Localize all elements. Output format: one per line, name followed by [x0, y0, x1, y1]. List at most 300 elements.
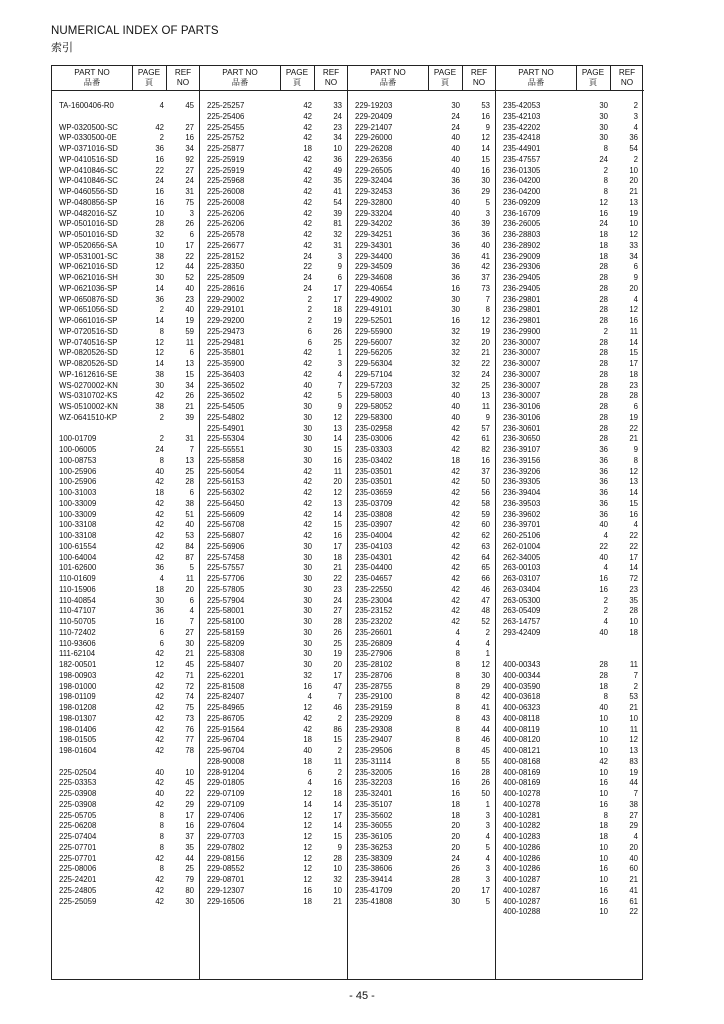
page-ref: 42: [451, 606, 460, 616]
index-row: [348, 284, 496, 295]
index-row: [348, 789, 496, 800]
ref-number: 27: [185, 122, 194, 132]
part-number: 225-35900: [207, 359, 245, 368]
page-ref: 8: [159, 842, 164, 852]
page-ref: 30: [599, 111, 608, 121]
ref-number: 57: [481, 423, 490, 433]
page-ref: 36: [451, 273, 460, 282]
index-row: [52, 262, 200, 273]
part-number: 235-03402: [355, 455, 393, 465]
ref-number: 45: [481, 746, 490, 755]
index-row: [200, 864, 348, 875]
header-divider: [280, 66, 281, 90]
ref-number: 60: [629, 864, 638, 874]
part-number: 400-06323: [503, 703, 541, 712]
part-number: 236-39305: [503, 477, 541, 487]
ref-number: 21: [629, 434, 638, 444]
index-row: [200, 671, 348, 682]
index-row: [52, 176, 200, 187]
page-ref: 12: [155, 660, 164, 669]
page-ref: 18: [303, 144, 312, 153]
ref-number: 18: [333, 552, 342, 562]
part-number: 235-44901: [503, 144, 541, 153]
ref-number: 17: [333, 294, 342, 304]
index-row: [200, 101, 348, 112]
page-ref: 32: [155, 230, 164, 239]
part-number: WP-0320500-SC: [59, 122, 118, 132]
index-row: [200, 649, 348, 660]
part-number: 235-41709: [355, 885, 393, 895]
ref-number: 28: [629, 391, 638, 401]
page-ref: 36: [599, 445, 608, 454]
page-ref: 30: [303, 627, 312, 637]
part-number: 225-36502: [207, 380, 245, 390]
ref-number: 42: [481, 692, 490, 702]
page-ref: 42: [155, 875, 164, 884]
index-row: [52, 671, 200, 682]
header-ref-jp: NO: [472, 78, 486, 87]
ref-number: 13: [629, 477, 638, 487]
index-row: [200, 262, 348, 273]
ref-number: 22: [185, 251, 194, 261]
page-ref: 40: [303, 380, 312, 390]
page-ref: 42: [451, 488, 460, 497]
index-row: [52, 284, 200, 295]
ref-number: 23: [333, 584, 342, 594]
header-part-no-jp: 品番: [231, 78, 249, 87]
part-number: 225-26677: [207, 240, 245, 250]
ref-number: 42: [481, 262, 490, 272]
index-row: [496, 725, 644, 736]
ref-number: 4: [485, 638, 490, 648]
index-row: [52, 692, 200, 703]
ref-number: 10: [629, 617, 638, 626]
page-ref: 40: [155, 466, 164, 476]
index-row: [52, 348, 200, 359]
part-number: 225-56609: [207, 509, 245, 519]
page-ref: 30: [303, 412, 312, 422]
ref-number: 12: [333, 488, 342, 497]
part-number: 229-29200: [207, 316, 245, 325]
page-ref: 40: [451, 412, 460, 422]
index-row: [52, 585, 200, 596]
ref-number: 3: [485, 810, 490, 820]
ref-number: 54: [333, 197, 342, 207]
page-ref: 8: [455, 724, 460, 734]
index-row: [200, 230, 348, 241]
index-row: [496, 209, 644, 220]
column-divider: [347, 66, 348, 979]
page-ref: 14: [303, 799, 312, 809]
part-number: 235-32005: [355, 767, 393, 777]
page-ref: 30: [303, 434, 312, 444]
ref-number: 33: [333, 101, 342, 110]
index-row: [348, 176, 496, 187]
index-row: [348, 305, 496, 316]
ref-number: 45: [185, 660, 194, 669]
ref-number: 21: [629, 187, 638, 196]
page-ref: 6: [159, 638, 164, 648]
index-row: [200, 499, 348, 510]
header-divider: [610, 66, 611, 90]
index-row: [496, 886, 644, 897]
ref-number: 6: [337, 273, 342, 282]
page-ref: 4: [603, 617, 608, 626]
ref-number: 28: [629, 606, 638, 616]
index-row: [348, 316, 496, 327]
ref-number: 19: [629, 208, 638, 218]
page-ref: 42: [451, 445, 460, 454]
page-ref: 18: [599, 240, 608, 250]
ref-number: 26: [333, 326, 342, 336]
ref-number: 35: [629, 595, 638, 605]
page-ref: 42: [303, 197, 312, 207]
part-number: 229-32404: [355, 176, 393, 186]
ref-number: 51: [185, 509, 194, 519]
part-number: 100-01709: [59, 434, 97, 444]
header-divider: [132, 66, 133, 90]
page-ref: 16: [303, 681, 312, 691]
page-ref: 42: [303, 391, 312, 401]
part-number: 225-81508: [207, 681, 245, 691]
index-row: [496, 166, 644, 177]
part-number: 225-56302: [207, 488, 245, 497]
part-number: 225-24201: [59, 875, 97, 884]
page-subtitle: 索引: [51, 42, 73, 54]
index-row: [200, 402, 348, 413]
index-row: [52, 897, 200, 908]
index-row: [496, 671, 644, 682]
index-row: [348, 413, 496, 424]
index-row: [52, 574, 200, 585]
page-ref: 10: [599, 789, 608, 798]
part-number: 235-03303: [355, 445, 393, 454]
page-ref: 42: [303, 369, 312, 379]
index-row: [348, 155, 496, 166]
page-ref: 16: [599, 885, 608, 895]
index-row: [348, 187, 496, 198]
ref-number: 11: [185, 337, 194, 347]
index-row: [200, 520, 348, 531]
page-ref: 32: [451, 369, 460, 379]
ref-number: 1: [337, 348, 342, 358]
index-row: [200, 606, 348, 617]
ref-number: 21: [333, 563, 342, 573]
index-row: [200, 144, 348, 155]
page-ref: 38: [155, 369, 164, 379]
ref-number: 39: [481, 219, 490, 229]
page-ref: 10: [599, 724, 608, 734]
index-row: [200, 241, 348, 252]
header-page: PAGE: [285, 68, 309, 77]
part-number: 236-09209: [503, 197, 541, 207]
ref-number: 9: [633, 445, 638, 454]
index-row: [348, 456, 496, 467]
part-number: 236-29801: [503, 294, 541, 304]
part-number: 229-29002: [207, 294, 245, 304]
page-ref: 32: [451, 326, 460, 336]
part-number: 225-58308: [207, 649, 245, 659]
part-number: 225-28616: [207, 283, 245, 293]
ref-number: 21: [185, 649, 194, 659]
part-number: 235-36253: [355, 842, 393, 852]
index-row: [200, 800, 348, 811]
index-row: [348, 445, 496, 456]
index-row: [52, 800, 200, 811]
ref-number: 15: [333, 520, 342, 530]
page-ref: 42: [451, 563, 460, 573]
page-ref: 36: [155, 563, 164, 573]
part-number: 235-36105: [355, 832, 393, 841]
part-number: 225-84965: [207, 703, 245, 712]
index-row: [52, 381, 200, 392]
index-row: [200, 639, 348, 650]
part-number: 110-50705: [59, 617, 96, 626]
part-number: 400-08120: [503, 735, 541, 745]
ref-number: 50: [481, 789, 490, 798]
ref-number: 38: [629, 799, 638, 809]
index-row: [52, 563, 200, 574]
page-ref: 32: [451, 380, 460, 390]
part-number: 236-29405: [503, 283, 541, 293]
part-number: 229-07703: [207, 832, 245, 841]
index-row: [200, 617, 348, 628]
ref-number: 75: [185, 703, 194, 712]
ref-number: 2: [337, 746, 342, 755]
page-ref: 18: [599, 681, 608, 691]
ref-number: 23: [629, 380, 638, 390]
part-number: WP-0501016-SD: [59, 219, 118, 229]
ref-number: 16: [185, 133, 194, 143]
part-number: 400-10287: [503, 896, 541, 906]
index-row: [52, 144, 200, 155]
page-ref: 42: [303, 466, 312, 476]
ref-number: 4: [633, 294, 638, 304]
ref-number: 4: [633, 122, 638, 132]
ref-number: 18: [333, 305, 342, 315]
ref-number: 19: [481, 326, 490, 336]
ref-number: 39: [185, 412, 194, 422]
ref-number: 7: [189, 617, 194, 626]
page-ref: 4: [603, 531, 608, 540]
header-ref: REF: [174, 68, 192, 77]
ref-number: 27: [185, 627, 194, 637]
index-row: [496, 735, 644, 746]
ref-number: 54: [629, 144, 638, 153]
page-ref: 12: [155, 262, 164, 272]
index-row: [200, 778, 348, 789]
index-row: [348, 434, 496, 445]
ref-number: 22: [481, 359, 490, 368]
page-ref: 6: [307, 326, 312, 336]
ref-number: 9: [337, 842, 342, 852]
page-ref: 42: [155, 735, 164, 745]
page-ref: 4: [307, 692, 312, 702]
page-ref: 10: [599, 746, 608, 755]
part-number: 225-55858: [207, 455, 245, 465]
part-number: 229-55900: [355, 326, 393, 336]
index-row: [496, 402, 644, 413]
part-number: 225-28152: [207, 251, 245, 261]
ref-number: 17: [333, 670, 342, 680]
index-row: [496, 370, 644, 381]
index-row: [496, 639, 644, 650]
ref-number: 40: [629, 853, 638, 863]
index-row: [52, 187, 200, 198]
page-ref: 8: [455, 692, 460, 702]
column-header: [200, 66, 348, 91]
index-row: [496, 875, 644, 886]
ref-number: 11: [333, 466, 342, 476]
part-number: 229-34608: [355, 273, 393, 282]
index-row: [496, 897, 644, 908]
ref-number: 44: [629, 778, 638, 788]
part-number: 225-55304: [207, 434, 245, 444]
index-row: [496, 811, 644, 822]
index-row: [348, 391, 496, 402]
part-number: 225-25752: [207, 133, 245, 143]
ref-number: 64: [481, 552, 490, 562]
ref-number: 7: [337, 380, 342, 390]
page-ref: 28: [599, 402, 608, 411]
page-ref: 32: [451, 359, 460, 368]
part-number: 225-06208: [59, 821, 97, 831]
index-row: [200, 359, 348, 370]
part-number: 110-72402: [59, 627, 96, 637]
header-page: PAGE: [433, 68, 457, 77]
part-number: 225-56906: [207, 541, 245, 551]
part-number: 225-25455: [207, 122, 245, 132]
page-ref: 42: [451, 477, 460, 487]
part-number: 400-08119: [503, 724, 540, 734]
index-row: [200, 445, 348, 456]
ref-number: 48: [481, 606, 490, 616]
ref-number: 77: [185, 735, 194, 745]
part-number: 236-28803: [503, 230, 541, 239]
ref-number: 27: [185, 165, 194, 175]
ref-number: 47: [333, 681, 342, 691]
page-ref: 12: [303, 789, 312, 798]
part-number: 235-36055: [355, 821, 393, 831]
part-number: 235-29407: [355, 735, 393, 745]
part-number: 225-02504: [59, 767, 97, 777]
page-ref: 10: [599, 767, 608, 777]
index-row: [348, 585, 496, 596]
index-row: [52, 402, 200, 413]
part-number: 229-08156: [207, 853, 245, 863]
page-ref: 24: [303, 283, 312, 293]
index-row: [496, 391, 644, 402]
ref-number: 37: [481, 273, 490, 282]
ref-number: 44: [185, 853, 194, 863]
index-row: [348, 800, 496, 811]
ref-number: 12: [629, 735, 638, 745]
ref-number: 17: [333, 541, 342, 551]
ref-number: 46: [481, 735, 490, 745]
index-row: [200, 219, 348, 230]
index-row: [200, 875, 348, 886]
index-row: [496, 456, 644, 467]
header-ref: REF: [618, 68, 636, 77]
ref-number: 23: [629, 584, 638, 594]
page-ref: 8: [603, 692, 608, 702]
index-rows: [52, 101, 200, 907]
part-number: 235-38309: [355, 853, 393, 863]
index-row: [52, 391, 200, 402]
page-ref: 2: [159, 412, 164, 422]
index-row: [496, 123, 644, 134]
page-ref: 36: [599, 477, 608, 487]
ref-number: 14: [333, 799, 342, 809]
index-row: [496, 434, 644, 445]
page-ref: 28: [599, 359, 608, 368]
ref-number: 9: [633, 273, 638, 282]
header-divider: [314, 66, 315, 90]
index-row: [52, 424, 200, 435]
page-ref: 40: [451, 402, 460, 411]
ref-number: 7: [485, 294, 490, 304]
ref-number: 16: [185, 821, 194, 831]
part-number: 229-01805: [207, 778, 245, 788]
part-number: 235-04103: [355, 541, 393, 551]
index-row: [200, 123, 348, 134]
index-row: [200, 381, 348, 392]
part-number: 400-10278: [503, 799, 541, 809]
index-row: [348, 682, 496, 693]
ref-number: 7: [633, 789, 638, 798]
ref-number: 11: [333, 756, 342, 766]
part-number: 225-25919: [207, 165, 245, 175]
ref-number: 58: [481, 498, 490, 508]
ref-number: 14: [333, 434, 342, 444]
ref-number: 27: [629, 810, 638, 820]
page-ref: 32: [451, 348, 460, 358]
index-row: [496, 692, 644, 703]
page-ref: 12: [599, 197, 608, 207]
index-row: [52, 219, 200, 230]
page-ref: 28: [599, 348, 608, 358]
page-ref: 30: [303, 423, 312, 433]
ref-number: 17: [185, 240, 194, 250]
page-ref: 30: [451, 896, 460, 906]
part-number: 229-58300: [355, 412, 393, 422]
page-ref: 30: [303, 552, 312, 562]
page-ref: 42: [155, 122, 164, 132]
page-ref: 10: [599, 735, 608, 745]
index-row: [348, 338, 496, 349]
index-row: [52, 434, 200, 445]
ref-number: 39: [333, 208, 342, 218]
index-row: [496, 187, 644, 198]
page-ref: 24: [451, 111, 460, 121]
part-number: 225-56807: [207, 531, 245, 540]
page-ref: 18: [451, 810, 460, 820]
page-ref: 8: [455, 703, 460, 712]
index-row: [52, 133, 200, 144]
page-ref: 30: [303, 649, 312, 659]
page-ref: 42: [303, 101, 312, 110]
page-ref: 18: [599, 832, 608, 841]
ref-number: 6: [189, 488, 194, 497]
index-row: [496, 821, 644, 832]
ref-number: 15: [333, 735, 342, 745]
page-ref: 14: [155, 359, 164, 368]
page-ref: 30: [303, 574, 312, 583]
index-row: [496, 133, 644, 144]
index-row: [52, 338, 200, 349]
page-ref: 36: [451, 187, 460, 196]
index-row: [200, 166, 348, 177]
